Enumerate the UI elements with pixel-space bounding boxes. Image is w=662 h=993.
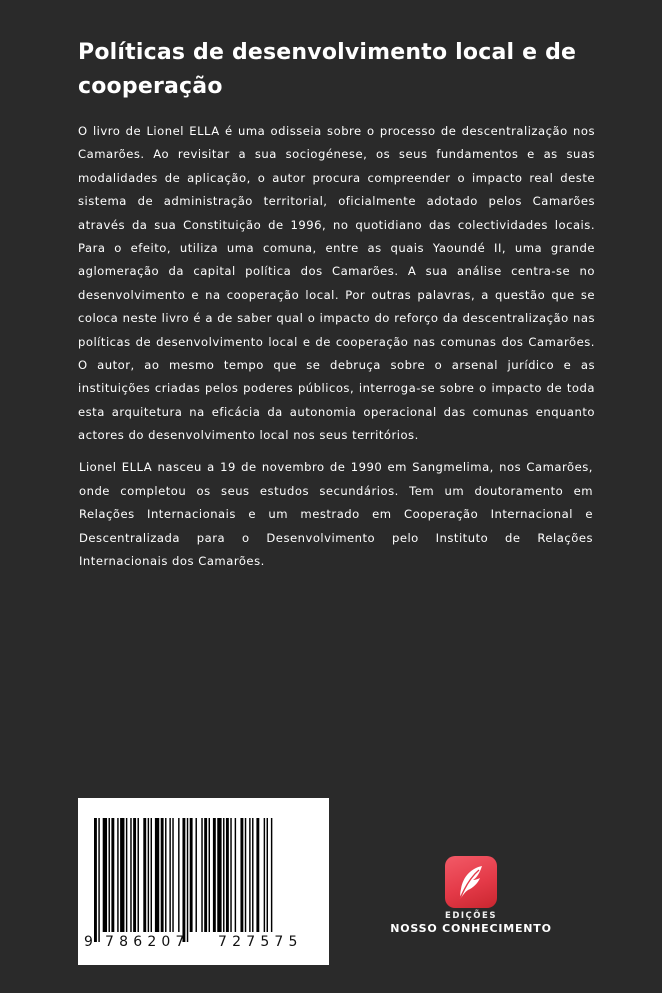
- barcode-bar: [138, 818, 139, 932]
- barcode-bar: [182, 818, 185, 942]
- barcode-bar: [267, 818, 268, 932]
- barcode-bar: [264, 818, 265, 932]
- book-title: Políticas de desenvolvimento local e de cooperação: [78, 40, 577, 99]
- barcode-bar: [143, 818, 146, 932]
- barcode-bar: [226, 818, 229, 932]
- barcode-bar: [240, 818, 243, 932]
- barcode-bar: [94, 818, 97, 942]
- barcode-bar: [235, 818, 236, 932]
- barcode-bar: [117, 818, 118, 932]
- barcode-bar: [169, 818, 170, 932]
- barcode-bar: [172, 818, 173, 932]
- barcode-bar: [151, 818, 152, 932]
- publisher-name: NOSSO CONHECIMENTO: [390, 922, 552, 935]
- barcode-bar: [103, 818, 107, 932]
- barcode-bar: [217, 818, 221, 932]
- barcode-bar: [196, 818, 197, 932]
- isbn-prefix-digit: 9: [84, 934, 93, 950]
- barcode-bar: [230, 818, 231, 932]
- publisher-label-top: EDIÇÕES: [445, 911, 497, 921]
- barcode-bar: [223, 818, 224, 932]
- barcode-bar: [190, 818, 193, 932]
- barcode-bar: [252, 818, 253, 932]
- author-bio: Lionel ELLA nasceu a 19 de novembro de 1990 em Sangmelima, nos Camarões, onde completou os seus estudos secundários. Tem um doutoramento em Relações Internacionais e um mestrado em Cooperação Internacional e Descentralizada para o Desenvolvimento pelo Instituto de Relações Internacionais dos Camarões.: [79, 460, 593, 568]
- barcode-bar: [130, 818, 131, 932]
- book-synopsis: O livro de Lionel ELLA é uma odisseia sobre o processo de descentralização nos Camarões. Ao revisitar a sua sociogénese, os seus fundamentos e as suas modalidades de aplicação, o autor procura compreender o impacto real deste sistema de administração territorial, oficialmente adotado pelos Camarões através da sua Constituição de 1996, no quotidiano das colectividades locais. Para o efeito, utiliza uma comuna, entre as quais Yaoundé II, uma grande aglomeração da capital política dos Camarões. A sua análise centra-se no desenvolvimento e na cooperação local. Por outras palavras, a questão que se coloca neste livro é a de saber qual o impacto do reforço da descentralização nas políticas de desenvolvimento local e de cooperação nas comunas dos Camarões. O autor, ao mesmo tempo que se debruça sobre o arsenal jurídico e as instituições criadas pelos poderes públicos, interroga-se sobre o impacto de toda esta arquitetura na eficácia da autonomia operacional das comunas enquanto actores do desenvolvimento local nos seus territórios.: [78, 124, 595, 443]
- barcode-bar: [213, 818, 216, 932]
- barcode-bar: [165, 818, 166, 932]
- barcode-bar: [98, 818, 99, 942]
- isbn-barcode: [78, 798, 329, 965]
- isbn-left-group: 786207: [105, 934, 190, 950]
- barcode-bar: [178, 818, 179, 932]
- barcode-bar: [271, 818, 272, 932]
- publisher-logo: [445, 856, 497, 908]
- feather-icon: [445, 856, 497, 908]
- barcode-bar: [201, 818, 202, 932]
- barcode-bar: [245, 818, 246, 932]
- barcode-bar: [204, 818, 207, 932]
- barcode-bar: [126, 818, 127, 932]
- isbn-right-group: 727575: [218, 934, 303, 950]
- barcode-bar: [187, 818, 188, 942]
- barcode-bar: [161, 818, 164, 932]
- barcode-bar: [256, 818, 259, 932]
- barcode-bar: [111, 818, 114, 932]
- barcode-bar: [209, 818, 210, 932]
- barcode-bar: [155, 818, 159, 932]
- barcode-bar: [133, 818, 136, 932]
- barcode-bar: [148, 818, 149, 932]
- barcode-bar: [249, 818, 250, 932]
- barcode-bar: [109, 818, 110, 932]
- barcode-bar: [120, 818, 124, 932]
